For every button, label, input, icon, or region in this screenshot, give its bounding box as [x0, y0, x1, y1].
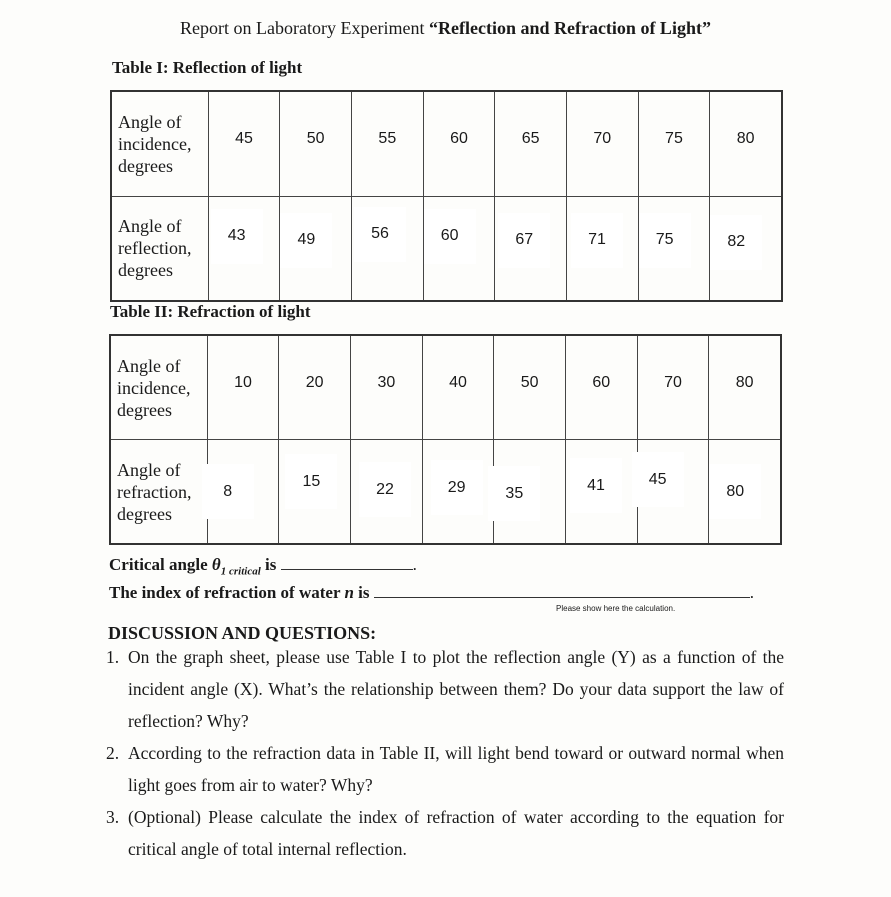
- incidence-value: 80: [736, 130, 755, 147]
- table2-incidence-cell: [207, 335, 279, 440]
- reflection-input[interactable]: 82: [710, 215, 762, 270]
- table1-reflection-row: [111, 196, 782, 301]
- table2-incidence-cell: [279, 335, 351, 440]
- theta-subscript: 1 critical: [220, 565, 261, 578]
- table2-refraction-cell[interactable]: [565, 440, 637, 545]
- critical-angle-blank[interactable]: [281, 555, 413, 570]
- incidence-value: 30: [377, 374, 396, 391]
- table1-incidence-cell: [710, 91, 782, 196]
- theta-symbol: θ: [211, 555, 221, 574]
- label-line: reflection,: [118, 238, 192, 259]
- table1-reflection-cell[interactable]: [423, 196, 495, 301]
- table2-refraction-cell[interactable]: [279, 440, 351, 545]
- incidence-value: 50: [520, 374, 539, 391]
- table2-refraction-label: [110, 440, 207, 545]
- question-1: [108, 641, 784, 737]
- label-line: degrees: [117, 399, 172, 420]
- question-number: 2.: [106, 743, 120, 763]
- table1-reflection-cell[interactable]: [208, 196, 280, 301]
- refraction-input[interactable]: 29: [431, 460, 483, 515]
- table1-incidence-cell: [208, 91, 280, 196]
- critical-angle-prefix: Critical angle: [109, 555, 212, 574]
- table2-refraction-cell[interactable]: [709, 440, 781, 545]
- incidence-value: 60: [592, 374, 611, 391]
- label-line: degrees: [118, 260, 173, 281]
- table2-refraction-cell[interactable]: [351, 440, 423, 545]
- incidence-value: 70: [593, 130, 612, 147]
- incidence-value: 50: [306, 130, 325, 147]
- label-line: Angle of: [117, 459, 181, 480]
- refraction-input[interactable]: 41: [570, 458, 622, 513]
- table2-incidence-cell: [351, 335, 423, 440]
- table1-incidence-row: [111, 91, 782, 196]
- title-prefix: Report on Laboratory Experiment: [180, 18, 429, 38]
- table2-incidence-cell: [565, 335, 637, 440]
- table1-reflection-cell[interactable]: [495, 196, 567, 301]
- incidence-value: 10: [234, 374, 252, 391]
- table1-reflection-cell[interactable]: [638, 196, 710, 301]
- report-title: [0, 18, 891, 39]
- incidence-value: 45: [235, 130, 253, 147]
- table1-reflection-label: [111, 196, 208, 301]
- index-prefix: The index of refraction of water: [109, 583, 345, 602]
- table1-incidence-cell: [566, 91, 638, 196]
- critical-angle-suffix: is: [260, 555, 277, 574]
- table2-refraction-row: [110, 440, 781, 545]
- incidence-value: 65: [521, 130, 540, 147]
- table1-incidence-cell: [495, 91, 567, 196]
- label-line: refraction,: [117, 481, 192, 502]
- table2-incidence-row: [110, 335, 781, 440]
- incidence-value: 60: [450, 130, 468, 147]
- refraction-input[interactable]: 22: [359, 462, 411, 517]
- question-text: According to the refraction data in Table II, will light bend toward or outward normal when light goes from air to water? Why?: [128, 743, 784, 795]
- reflection-input[interactable]: 75: [639, 213, 691, 268]
- refraction-input[interactable]: 45: [632, 452, 684, 507]
- table2-refraction-cell[interactable]: [637, 440, 709, 545]
- incidence-value: 55: [378, 130, 397, 147]
- question-text: On the graph sheet, please use Table I to plot the reflection angle (Y) as a function of the incident angle (X). What’s the relationship between them? Do your data support the law of reflection? Why?: [128, 647, 784, 731]
- table2-incidence-cell: [422, 335, 494, 440]
- refraction-input[interactable]: 35: [488, 466, 540, 521]
- refraction-table: [109, 334, 782, 545]
- table1-reflection-cell[interactable]: [280, 196, 352, 301]
- table1-caption: Table I: Reflection of light: [112, 58, 303, 77]
- label-line: Angle of: [117, 355, 181, 376]
- table1-incidence-label: [111, 91, 208, 196]
- label-line: incidence,: [117, 377, 191, 398]
- reflection-input[interactable]: 60: [424, 209, 476, 264]
- index-refraction-line: The index of refraction of water n is .: [109, 583, 754, 602]
- table2-incidence-cell: [709, 335, 781, 440]
- label-line: incidence,: [118, 133, 192, 154]
- reflection-input[interactable]: 56: [354, 207, 406, 262]
- incidence-value: 75: [665, 130, 683, 147]
- discussion-heading: DISCUSSION AND QUESTIONS:: [108, 623, 377, 643]
- question-2: [108, 737, 784, 801]
- reflection-input[interactable]: 49: [280, 213, 332, 268]
- title-experiment-name: “Reflection and Refraction of Light”: [428, 18, 711, 38]
- question-number: 1.: [106, 647, 120, 667]
- question-3: [108, 801, 784, 865]
- table1-incidence-cell: [280, 91, 352, 196]
- incidence-value: 70: [664, 374, 682, 391]
- refraction-input[interactable]: 15: [285, 454, 337, 509]
- table1-incidence-cell: [423, 91, 495, 196]
- calculation-note: Please show here the calculation.: [556, 604, 676, 613]
- refraction-input[interactable]: 8: [202, 464, 254, 519]
- index-suffix: is: [353, 583, 370, 602]
- table1-incidence-cell: [352, 91, 424, 196]
- question-number: 3.: [106, 807, 120, 827]
- refraction-input[interactable]: 80: [709, 464, 761, 519]
- label-line: Angle of: [118, 216, 182, 237]
- reflection-table: [110, 90, 783, 302]
- incidence-value: 40: [449, 374, 467, 391]
- n-symbol: n: [344, 583, 354, 602]
- table2-refraction-cell[interactable]: [494, 440, 566, 545]
- table2-incidence-cell: [637, 335, 709, 440]
- label-line: degrees: [117, 503, 172, 524]
- reflection-input[interactable]: 71: [571, 213, 623, 268]
- table1-reflection-cell[interactable]: [566, 196, 638, 301]
- table1-incidence-cell: [638, 91, 710, 196]
- table1-reflection-cell[interactable]: [710, 196, 782, 301]
- label-line: Angle of: [118, 111, 182, 132]
- index-refraction-blank[interactable]: [374, 583, 750, 598]
- table2-incidence-cell: [494, 335, 566, 440]
- table2-incidence-label: [110, 335, 207, 440]
- incidence-value: 80: [735, 374, 754, 391]
- question-text: (Optional) Please calculate the index of refraction of water according to the equation for critical angle of total internal reflection.: [128, 807, 784, 859]
- reflection-input[interactable]: 67: [498, 213, 550, 268]
- table2-refraction-cell[interactable]: [207, 440, 279, 545]
- reflection-input[interactable]: 43: [211, 209, 263, 264]
- table2-caption: Table II: Refraction of light: [110, 302, 311, 321]
- table2-refraction-cell[interactable]: [422, 440, 494, 545]
- label-line: degrees: [118, 155, 173, 176]
- critical-angle-line: Critical angle $\theta_{1 critical}$ is .: [109, 555, 417, 578]
- table1-reflection-cell[interactable]: [352, 196, 424, 301]
- incidence-value: 20: [305, 374, 324, 391]
